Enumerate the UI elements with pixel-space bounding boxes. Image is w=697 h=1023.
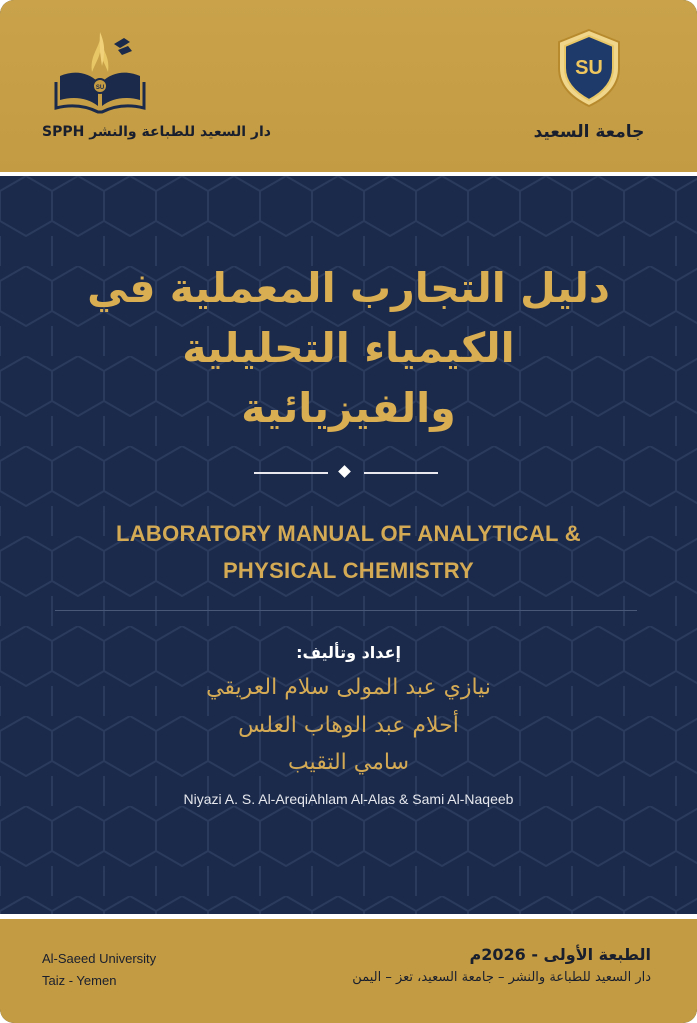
- edition-label: الطبعة الأولى - 2026م: [469, 945, 651, 964]
- divider-line-left: [254, 472, 328, 474]
- publisher-name: دار السعيد للطباعة والنشر SPPH: [42, 124, 271, 140]
- divider-line-right: [364, 472, 438, 474]
- header-band: [0, 0, 697, 172]
- author-name-2: أحلام عبد الوهاب العلس: [238, 713, 459, 738]
- author-name-1: نيازي عبد المولى سلام العريقي: [206, 675, 491, 700]
- english-title-line-1: LABORATORY MANUAL OF ANALYTICAL &: [116, 521, 581, 546]
- english-title: [40, 515, 657, 589]
- open-book-logo-icon: [52, 28, 148, 114]
- university-block: [519, 28, 659, 142]
- footer-university-english: [42, 948, 156, 992]
- imprint-text: دار السعيد للطباعة والنشر – جامعة السعيد، تعز – اليمن: [352, 970, 651, 985]
- university-shield-icon: [556, 28, 622, 108]
- section-rule: [55, 610, 637, 611]
- arabic-title-line-1: دليل التجارب المعملية في: [87, 264, 610, 312]
- english-title-line-2: PHYSICAL CHEMISTRY: [222, 558, 475, 583]
- university-name: جامعة السعيد: [533, 122, 645, 142]
- arabic-title-line-3: والفيزيائية: [241, 384, 456, 432]
- publisher-logo-text: SU: [95, 85, 105, 91]
- author-name-3: سامي التقيب: [287, 750, 410, 775]
- university-english-name: Al-Saeed University: [42, 951, 157, 966]
- authors-english: Niyazi A. S. Al-AreqiAhlam Al-Alas & Sami Al-Naqeeb: [183, 791, 514, 807]
- location-english: Taiz - Yemen: [42, 973, 117, 988]
- university-logo-text: SU: [575, 57, 603, 79]
- arabic-title-line-2: الكيمياء التحليلية: [182, 324, 515, 372]
- prepared-by-label: إعداد وتأليف:: [296, 643, 401, 662]
- arabic-title: [30, 258, 667, 438]
- publisher-block: [30, 28, 330, 140]
